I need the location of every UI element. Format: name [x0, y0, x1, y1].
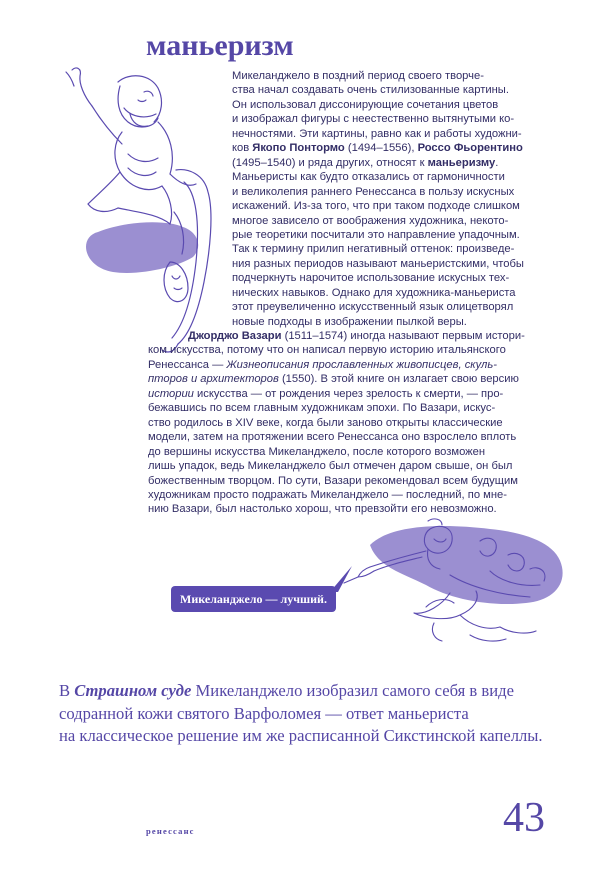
text-line: истории искусства — от рождения через зрелость к смерти, — про- [148, 387, 504, 400]
text-line: бежавшись по всем главным художникам эпохи. По Вазари, искус- [148, 402, 496, 415]
text-line: новые подходы в изображении пылкой веры. [232, 315, 467, 328]
page-title: маньеризм [146, 29, 294, 62]
text-line: ния разных периодов называют маньеристскими, чтобы [232, 257, 524, 270]
figure-caption [59, 680, 579, 748]
speech-bubble: Микеланджело — лучший. [171, 586, 336, 612]
page-number: 43 [503, 795, 545, 841]
text-line: искажений. Из-за того, что при таком подходе слишком [232, 200, 520, 213]
text-line: и изображал фигуры с неестественно вытянутыми ко- [232, 113, 515, 126]
text-line: нечностями. Эти картины, равно как и работы художни- [232, 127, 522, 140]
artist-pontormo: Якопо Понтормо [252, 142, 345, 155]
text-line: божественным творцом. По сути, Вазари рекомендовал всем будущим [148, 474, 518, 487]
book-title: пторов и архитекторов [148, 373, 279, 386]
emphasis: истории [148, 387, 194, 400]
text-line: ком искусства, потому что он написал первую историю итальянского [148, 344, 506, 357]
book-title: Жизнеописания прославленных живописцев, скуль- [226, 358, 497, 371]
text-line: пторов и архитекторов (1550). В этой книге он излагает свою версию [148, 373, 519, 386]
paragraph-mannerism [232, 69, 524, 329]
artwork-title: Страшном суде [74, 681, 192, 700]
text-line: Маньеристы как будто отказались от гармоничности [232, 171, 505, 184]
text-line: Ренессанса — Жизнеописания прославленных живописцев, скуль- [148, 358, 497, 371]
text-line: рые теоретики посчитали это направление упадочным. [232, 228, 520, 241]
section-label: ренессанс [146, 826, 195, 836]
text-line: этот преувеличенно искусственный язык олицетворял [232, 301, 514, 314]
text-line: ство родилось в XIV веке, когда были заново открыты классические [148, 416, 503, 429]
paragraph-vasari [148, 329, 525, 517]
michelangelo-skin-illustration [58, 62, 228, 352]
text-line: ства начал создавать очень стилизованные картины. [232, 84, 509, 97]
creation-of-adam-illustration [330, 515, 570, 655]
text-line: до вершины искусства Микеланджело, после которого возможен [148, 445, 486, 458]
caption-line: содранной кожи святого Варфоломея — ответ маньериста [59, 703, 469, 723]
text-line: (1495–1540) и ряда других, относят к маньеризму. [232, 156, 499, 169]
person-vasari: Джорджо Вазари [188, 330, 282, 342]
text-line: нию Вазари, был настолько хорош, что превзойти его невозможно. [148, 503, 497, 516]
text-line: лишь упадок, ведь Микеланджело был отмечен даром свыше, он был [148, 460, 513, 473]
text-line: Он использовал диссонирующие сочетания цветов [232, 98, 499, 111]
text-line: Джорджо Вазари (1511–1574) иногда называют первым истори- [188, 330, 525, 342]
text-line: ков Якопо Понтормо (1494–1556), Россо Фьорентино [232, 142, 523, 155]
text-line: художникам просто подражать Микеланджело — последний, по мне- [148, 488, 507, 501]
text-line: нических навыков. Однако для художника-маньериста [232, 286, 516, 299]
caption-line: на классическое решение им же расписанной Сикстинской капеллы. [59, 726, 543, 745]
caption-line: В Страшном суде Микеланджело изобразил самого себя в виде [59, 681, 514, 700]
text-line: Так к термину прилип негативный оттенок: произведе- [232, 243, 515, 256]
artist-rosso: Россо Фьорентино [417, 142, 523, 155]
term-mannerism: маньеризму [427, 156, 496, 169]
text-line: подчеркнуть нарочитое использование искусных тех- [232, 272, 510, 285]
text-line: модели, затем на протяжении всего Ренессанса оно взрослело вплоть [148, 431, 517, 444]
text-line: и великолепия раннего Ренессанса в пользу искусных [232, 185, 515, 198]
text-line: многое зависело от воображения художника, некото- [232, 214, 509, 227]
text-line: Микеланджело в поздний период своего творче- [232, 70, 484, 82]
